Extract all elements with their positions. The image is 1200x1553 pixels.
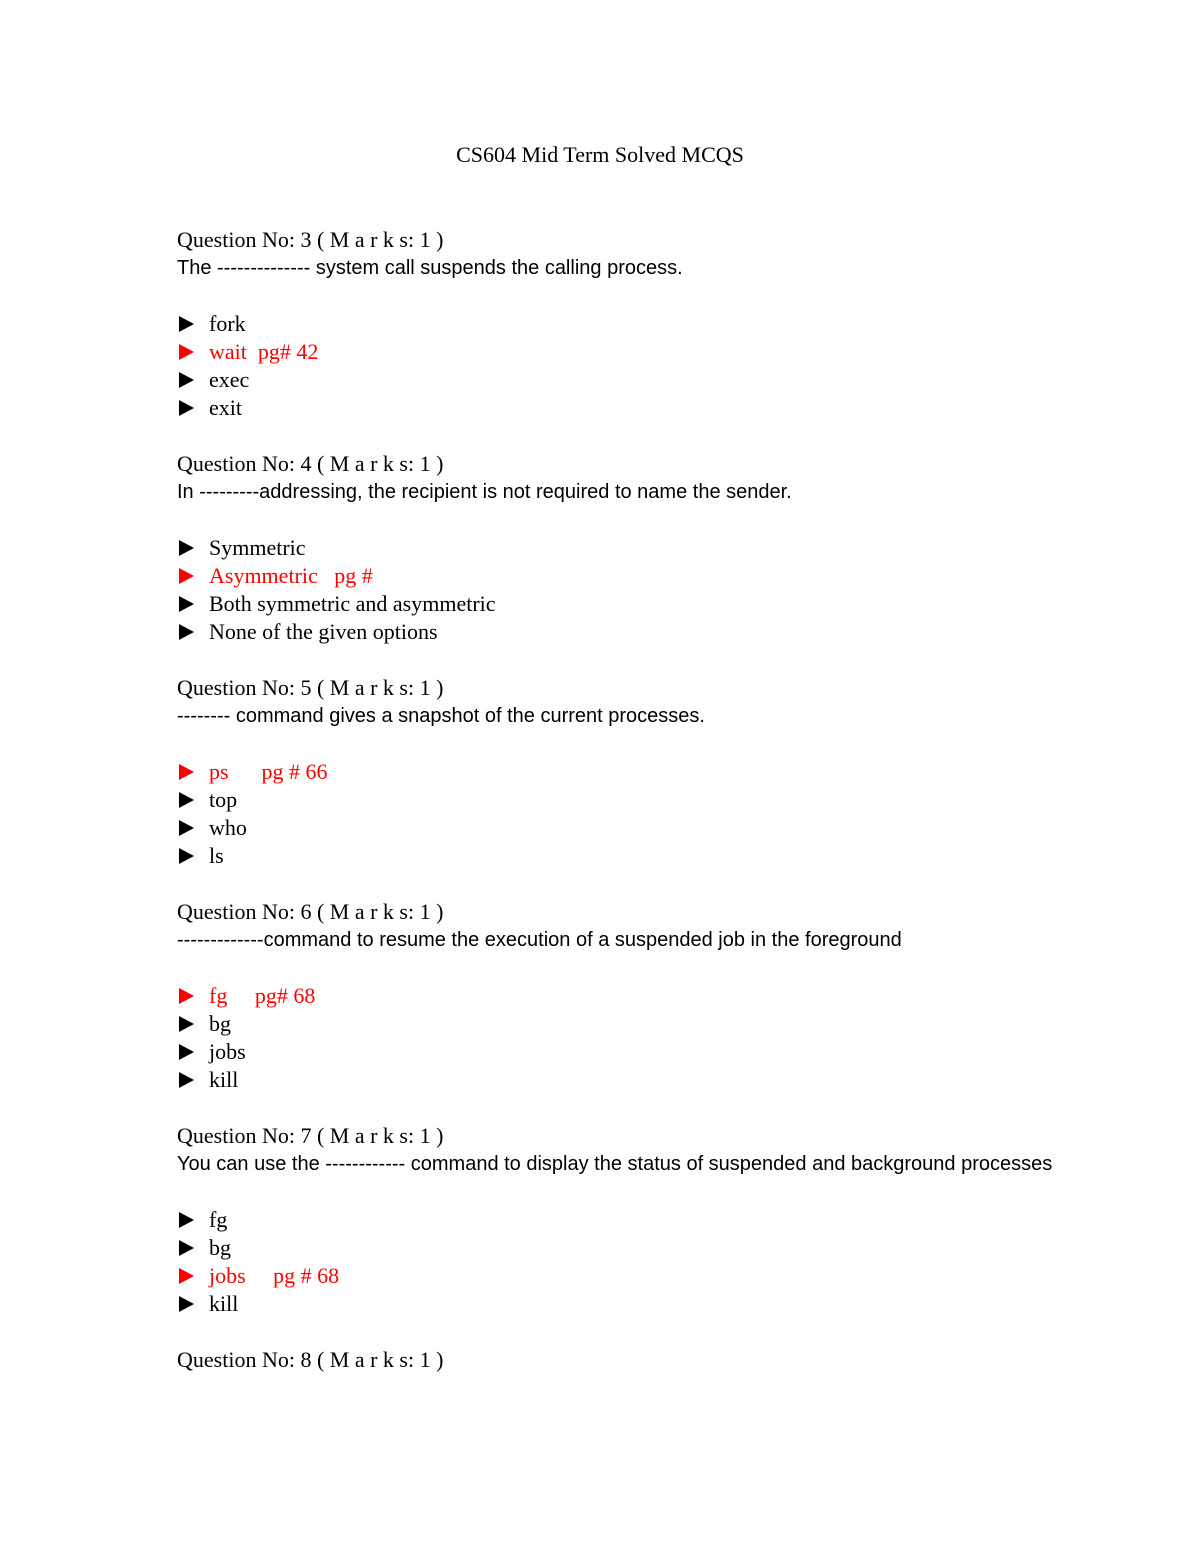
option-label: fg <box>209 1207 228 1232</box>
triangle-right-icon <box>179 372 194 388</box>
question-text: -------------command to resume the execution of a suspended job in the foreground <box>177 929 902 951</box>
question-block <box>177 1346 1057 1374</box>
answer-option <box>177 1038 1057 1066</box>
answer-option <box>177 1234 1057 1262</box>
option-label: fork <box>209 311 246 336</box>
option-label: top <box>209 787 238 812</box>
spacer <box>177 422 1057 450</box>
answer-options <box>177 310 1057 422</box>
spacer <box>177 870 1057 898</box>
triangle-right-icon <box>179 1268 194 1284</box>
question-text: In ---------addressing, the recipient is not required to name the sender. <box>177 481 792 503</box>
answer-options <box>177 982 1057 1094</box>
correct-answer-option <box>177 562 1057 590</box>
option-label: bg <box>209 1011 231 1036</box>
answer-option <box>177 1206 1057 1234</box>
option-label: exec <box>209 367 250 392</box>
answer-option <box>177 1066 1057 1094</box>
question-block <box>177 450 1057 646</box>
option-label: bg <box>209 1235 231 1260</box>
option-label: None of the given options <box>209 619 438 644</box>
triangle-right-icon <box>179 848 194 864</box>
triangle-right-icon <box>179 820 194 836</box>
triangle-right-icon <box>179 1296 194 1312</box>
triangle-right-icon <box>179 764 194 780</box>
answer-options <box>177 534 1057 646</box>
triangle-right-icon <box>179 1240 194 1256</box>
question-block <box>177 226 1057 422</box>
option-label: kill <box>209 1291 239 1316</box>
spacer <box>177 1094 1057 1122</box>
triangle-right-icon <box>179 316 194 332</box>
question-heading: Question No: 6 ( M a r k s: 1 ) <box>177 899 444 924</box>
option-label: Asymmetric pg # <box>209 563 373 588</box>
triangle-right-icon <box>179 1016 194 1032</box>
answer-option <box>177 366 1057 394</box>
triangle-right-icon <box>179 1044 194 1060</box>
answer-options <box>177 758 1057 870</box>
question-text: You can use the ------------ command to display the status of suspended and background processes <box>177 1153 1053 1175</box>
question-heading: Question No: 8 ( M a r k s: 1 ) <box>177 1347 444 1372</box>
triangle-right-icon <box>179 540 194 556</box>
answer-option <box>177 310 1057 338</box>
triangle-right-icon <box>179 624 194 640</box>
answer-option <box>177 590 1057 618</box>
answer-option <box>177 534 1057 562</box>
question-block <box>177 898 1057 1094</box>
option-label: Both symmetric and asymmetric <box>209 591 496 616</box>
correct-answer-option <box>177 1262 1057 1290</box>
question-block <box>177 674 1057 870</box>
option-label: jobs pg # 68 <box>209 1263 340 1288</box>
triangle-right-icon <box>179 344 194 360</box>
correct-answer-option <box>177 982 1057 1010</box>
correct-answer-option <box>177 758 1057 786</box>
triangle-right-icon <box>179 596 194 612</box>
triangle-right-icon <box>179 988 194 1004</box>
option-label: ps pg # 66 <box>209 759 328 784</box>
option-label: kill <box>209 1067 239 1092</box>
answer-options <box>177 1206 1057 1318</box>
spacer <box>177 1318 1057 1346</box>
answer-option <box>177 814 1057 842</box>
question-text: -------- command gives a snapshot of the current processes. <box>177 705 705 727</box>
option-label: exit <box>209 395 242 420</box>
question-heading: Question No: 3 ( M a r k s: 1 ) <box>177 227 444 252</box>
option-label: who <box>209 815 247 840</box>
option-label: wait pg# 42 <box>209 339 319 364</box>
question-heading: Question No: 5 ( M a r k s: 1 ) <box>177 675 444 700</box>
triangle-right-icon <box>179 1072 194 1088</box>
option-label: fg pg# 68 <box>209 983 316 1008</box>
option-label: ls <box>209 843 224 868</box>
spacer <box>177 646 1057 674</box>
triangle-right-icon <box>179 792 194 808</box>
triangle-right-icon <box>179 400 194 416</box>
answer-option <box>177 1010 1057 1038</box>
answer-option <box>177 842 1057 870</box>
triangle-right-icon <box>179 568 194 584</box>
page-title: CS604 Mid Term Solved MCQS <box>456 142 744 167</box>
answer-option <box>177 618 1057 646</box>
question-heading: Question No: 4 ( M a r k s: 1 ) <box>177 451 444 476</box>
answer-option <box>177 1290 1057 1318</box>
answer-option <box>177 786 1057 814</box>
option-label: jobs <box>209 1039 246 1064</box>
option-label: Symmetric <box>209 535 306 560</box>
question-heading: Question No: 7 ( M a r k s: 1 ) <box>177 1123 444 1148</box>
triangle-right-icon <box>179 1212 194 1228</box>
question-block <box>177 1122 1057 1318</box>
correct-answer-option <box>177 338 1057 366</box>
question-list <box>177 226 1057 1374</box>
answer-option <box>177 394 1057 422</box>
question-text: The -------------- system call suspends the calling process. <box>177 257 683 279</box>
